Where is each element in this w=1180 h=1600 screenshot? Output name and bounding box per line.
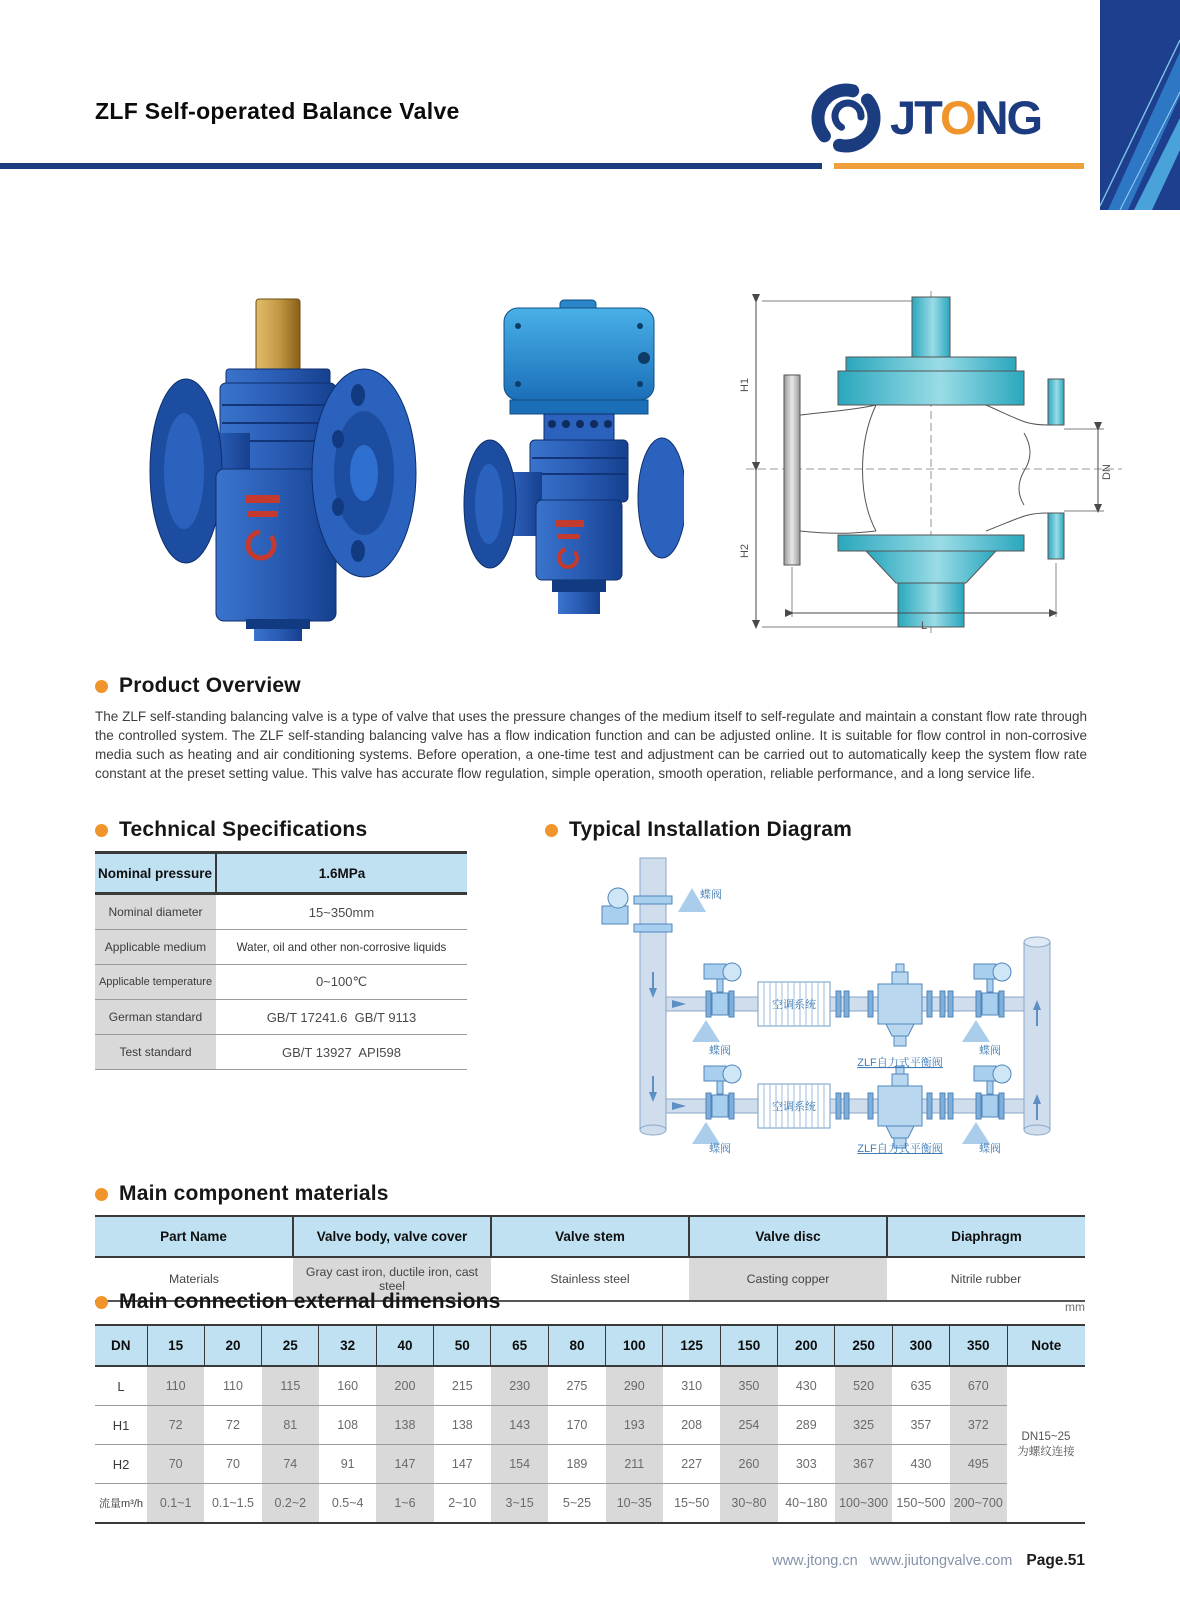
- dim-value-cell: 189: [548, 1445, 605, 1484]
- dim-col-header: 20: [204, 1325, 261, 1366]
- ac-system-label: 空调系统: [772, 999, 816, 1011]
- brand-jt: JT: [890, 90, 940, 144]
- section-component-materials: [95, 1182, 1085, 1302]
- materials-header-cell: Diaphragm: [887, 1216, 1085, 1257]
- section-bullet-icon: [95, 680, 108, 693]
- dim-value-cell: 81: [262, 1406, 319, 1445]
- brand-logo: [810, 72, 1041, 162]
- spec-value-cell: 15~350mm: [216, 894, 467, 930]
- dim-value-cell: 200: [376, 1366, 433, 1406]
- dim-value-cell: 227: [663, 1445, 720, 1484]
- dim-value-cell: 520: [835, 1366, 892, 1406]
- spec-label-cell: Nominal pressure: [95, 853, 216, 894]
- header-rule-blue: [0, 163, 822, 169]
- page-number: Page.51: [1026, 1552, 1085, 1569]
- dim-row-label: H2: [95, 1445, 147, 1484]
- dim-value-cell: 310: [663, 1366, 720, 1406]
- dim-col-header: 80: [548, 1325, 605, 1366]
- dim-value-cell: 40~180: [778, 1484, 835, 1524]
- dim-value-cell: 670: [950, 1366, 1007, 1406]
- decorative-corner-band: [1100, 0, 1180, 210]
- dim-value-cell: 303: [778, 1445, 835, 1484]
- materials-table: [95, 1215, 1085, 1302]
- materials-value-cell: Stainless steel: [491, 1257, 689, 1301]
- valve-photo-actuator: [452, 296, 684, 626]
- dim-value-cell: 143: [491, 1406, 548, 1445]
- section-technical-specifications: [95, 818, 467, 1070]
- dim-value-cell: 10~35: [606, 1484, 663, 1524]
- spec-label-cell: Applicable temperature: [95, 965, 216, 1000]
- dim-value-cell: 0.1~1.5: [204, 1484, 261, 1524]
- pipe-run-1: [666, 963, 1024, 1046]
- dim-value-cell: 430: [892, 1445, 949, 1484]
- page-footer: [95, 1552, 1085, 1570]
- dim-col-header: 32: [319, 1325, 376, 1366]
- materials-header-cell: Valve stem: [491, 1216, 689, 1257]
- dim-value-cell: 193: [606, 1406, 663, 1445]
- dim-value-cell: 110: [204, 1366, 261, 1406]
- dim-col-header: 350: [950, 1325, 1007, 1366]
- dim-value-cell: 72: [147, 1406, 204, 1445]
- dim-value-cell: 208: [663, 1406, 720, 1445]
- dim-value-cell: 0.2~2: [262, 1484, 319, 1524]
- dim-value-cell: 2~10: [434, 1484, 491, 1524]
- dim-value-cell: 0.1~1: [147, 1484, 204, 1524]
- dim-value-cell: 230: [491, 1366, 548, 1406]
- pipe-run-2: [666, 1065, 1024, 1148]
- dimensions-unit-label: mm: [1065, 1300, 1085, 1314]
- section-external-dimensions: [95, 1290, 1085, 1524]
- specs-table: [95, 851, 467, 1070]
- dim-value-cell: 70: [204, 1445, 261, 1484]
- dim-label-h2: H2: [739, 543, 751, 559]
- brand-ng: NG: [974, 90, 1042, 144]
- dimensions-heading: Main connection external dimensions: [119, 1290, 501, 1313]
- dim-row-label: 流量m³/h: [95, 1484, 147, 1524]
- section-bullet-icon: [95, 1188, 108, 1201]
- dim-col-header: 15: [147, 1325, 204, 1366]
- brand-swirl-icon: [810, 72, 882, 162]
- dim-label-h1: H1: [739, 377, 751, 393]
- materials-header-cell: Valve disc: [689, 1216, 887, 1257]
- materials-value-cell: Gray cast iron, ductile iron, cast steel: [293, 1257, 491, 1301]
- dim-col-header: 300: [892, 1325, 949, 1366]
- dim-value-cell: 350: [720, 1366, 777, 1406]
- dim-value-cell: 70: [147, 1445, 204, 1484]
- dim-value-cell: 289: [778, 1406, 835, 1445]
- dim-label-dn: DN: [1101, 464, 1113, 480]
- zlf-valve-label: ZLF自力式平衡阀: [857, 1057, 943, 1069]
- installation-diagram: [600, 854, 1090, 1154]
- dim-col-header: DN: [95, 1325, 147, 1366]
- specs-heading: Technical Specifications: [119, 818, 368, 841]
- dim-value-cell: 357: [892, 1406, 949, 1445]
- dim-value-cell: 30~80: [720, 1484, 777, 1524]
- dim-col-header: 125: [663, 1325, 720, 1366]
- dim-value-cell: 325: [835, 1406, 892, 1445]
- dim-col-header: 25: [262, 1325, 319, 1366]
- dim-value-cell: 215: [434, 1366, 491, 1406]
- dim-value-cell: 100~300: [835, 1484, 892, 1524]
- butterfly-valve-label: 蝶阀: [709, 1045, 731, 1057]
- spec-label-cell: Test standard: [95, 1035, 216, 1070]
- zlf-valve-label: ZLF自力式平衡阀: [857, 1143, 943, 1154]
- dim-value-cell: 290: [606, 1366, 663, 1406]
- materials-value-cell: Casting copper: [689, 1257, 887, 1301]
- spec-value-cell: Water, oil and other non-corrosive liquids: [216, 930, 467, 965]
- header-rule-orange: [834, 163, 1084, 169]
- dim-col-header: 200: [778, 1325, 835, 1366]
- dim-value-cell: 72: [204, 1406, 261, 1445]
- dim-value-cell: 211: [606, 1445, 663, 1484]
- dim-value-cell: 1~6: [376, 1484, 433, 1524]
- section-bullet-icon: [95, 1296, 108, 1309]
- dim-value-cell: 150~500: [892, 1484, 949, 1524]
- spec-value-cell: 0~100℃: [216, 965, 467, 1000]
- dim-value-cell: 147: [376, 1445, 433, 1484]
- dim-value-cell: 367: [835, 1445, 892, 1484]
- dim-value-cell: 275: [548, 1366, 605, 1406]
- section-installation-diagram: [545, 818, 1090, 1159]
- dim-value-cell: 15~50: [663, 1484, 720, 1524]
- dim-value-cell: 138: [376, 1406, 433, 1445]
- overview-heading: Product Overview: [119, 674, 301, 697]
- materials-value-cell: Nitrile rubber: [887, 1257, 1085, 1301]
- butterfly-valve-label: 蝶阀: [979, 1143, 1001, 1154]
- dim-value-cell: 160: [319, 1366, 376, 1406]
- footer-site-link-2[interactable]: www.jiutongvalve.com: [869, 1553, 1013, 1569]
- butterfly-valve-label: 蝶阀: [979, 1045, 1001, 1057]
- dim-value-cell: 495: [950, 1445, 1007, 1484]
- spec-label-cell: German standard: [95, 1000, 216, 1035]
- dim-col-header: 150: [720, 1325, 777, 1366]
- brand-wordmark: [890, 90, 1042, 144]
- dim-value-cell: 0.5~4: [319, 1484, 376, 1524]
- ac-system-label: 空调系统: [772, 1101, 816, 1113]
- footer-site-link-1[interactable]: www.jtong.cn: [772, 1553, 858, 1569]
- dim-col-header: Note: [1007, 1325, 1085, 1366]
- spec-label-cell: Nominal diameter: [95, 894, 216, 930]
- installation-heading: Typical Installation Diagram: [569, 818, 852, 841]
- dim-value-cell: 91: [319, 1445, 376, 1484]
- spec-value-cell: GB/T 13927 API598: [216, 1035, 467, 1070]
- dim-value-cell: 3~15: [491, 1484, 548, 1524]
- dim-value-cell: 154: [491, 1445, 548, 1484]
- butterfly-valve-label: 蝶阀: [700, 889, 722, 901]
- dim-value-cell: 115: [262, 1366, 319, 1406]
- dim-value-cell: 138: [434, 1406, 491, 1445]
- dim-value-cell: 260: [720, 1445, 777, 1484]
- dimensions-table: [95, 1324, 1085, 1524]
- dim-value-cell: 5~25: [548, 1484, 605, 1524]
- dim-col-header: 250: [835, 1325, 892, 1366]
- dim-row-label: H1: [95, 1406, 147, 1445]
- butterfly-valve-label: 蝶阀: [709, 1143, 731, 1154]
- dim-value-cell: 74: [262, 1445, 319, 1484]
- valve-photo-flanged: [128, 283, 424, 641]
- page-title: ZLF Self-operated Balance Valve: [95, 98, 460, 124]
- dim-value-cell: 110: [147, 1366, 204, 1406]
- dim-value-cell: 254: [720, 1406, 777, 1445]
- dim-col-header: 40: [376, 1325, 433, 1366]
- dim-value-cell: 170: [548, 1406, 605, 1445]
- spec-value-cell: GB/T 17241.6 GB/T 9113: [216, 1000, 467, 1035]
- dim-value-cell: 108: [319, 1406, 376, 1445]
- overview-body: The ZLF self-standing balancing valve is a type of valve that uses the pressure changes of the medium itself to self-regulate and maintain a constant flow rate through the controlled system. The ZLF self-standing balancing valve has a flow indication function and can be adjusted online. It is suitable for flow control in non-corrosive media such as heating and air conditioning systems. Before operation, a one-time test and adjustment can be carried out to automatically keep the system flow rate constant at the preset setting value. This valve has accurate flow regulation, simple operation, smooth operation, reliable performance, and a long service life.: [95, 709, 1087, 782]
- dim-value-cell: 200~700: [950, 1484, 1007, 1524]
- dim-col-header: 65: [491, 1325, 548, 1366]
- materials-header-cell: Part Name: [95, 1216, 293, 1257]
- materials-header-cell: Valve body, valve cover: [293, 1216, 491, 1257]
- section-bullet-icon: [95, 824, 108, 837]
- dim-value-cell: 147: [434, 1445, 491, 1484]
- dim-col-header: 50: [434, 1325, 491, 1366]
- spec-value-cell: 1.6MPa: [216, 853, 467, 894]
- valve-dimension-drawing: [726, 283, 1134, 641]
- spec-label-cell: Applicable medium: [95, 930, 216, 965]
- section-product-overview: [95, 674, 1087, 784]
- brand-o: O: [940, 90, 975, 144]
- dim-value-cell: 372: [950, 1406, 1007, 1445]
- dim-value-cell: 635: [892, 1366, 949, 1406]
- dim-col-header: 100: [606, 1325, 663, 1366]
- dim-label-l: L: [920, 620, 928, 632]
- dim-note-cell: DN15~25为螺纹连接: [1007, 1366, 1085, 1523]
- materials-row-label: Materials: [95, 1257, 293, 1301]
- materials-heading: Main component materials: [119, 1182, 389, 1205]
- section-bullet-icon: [545, 824, 558, 837]
- dim-row-label: L: [95, 1366, 147, 1406]
- dim-value-cell: 430: [778, 1366, 835, 1406]
